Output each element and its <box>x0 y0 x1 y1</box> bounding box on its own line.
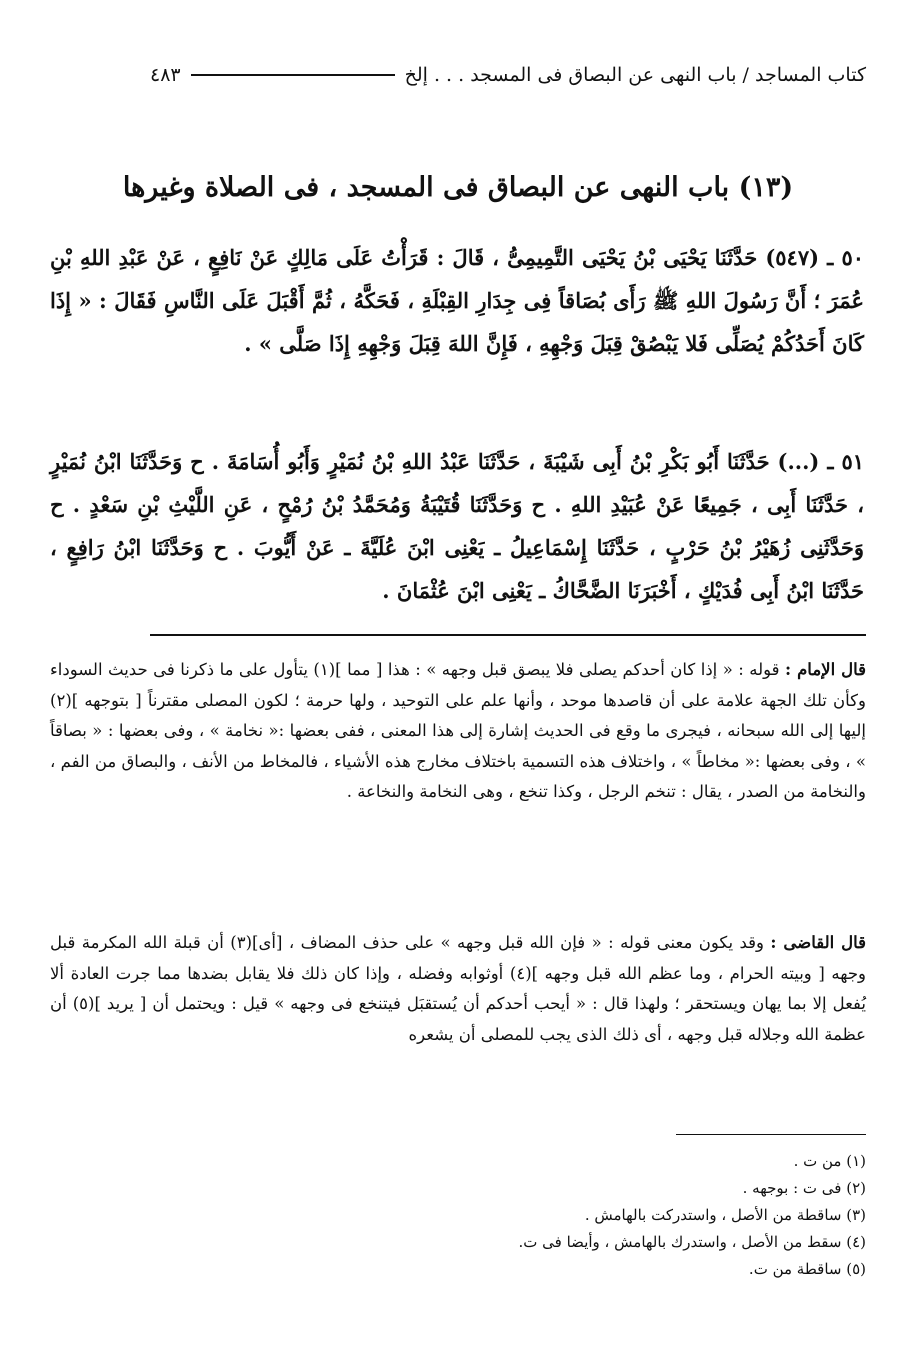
footnote-4: (٤) سقط من الأصل ، واستدرك بالهامش ، وأيضا فى ت. <box>518 1233 866 1251</box>
text-divider <box>150 634 866 636</box>
footnotes <box>400 1148 866 1283</box>
hadith-50: ٥٠ ـ (٥٤٧) حَدَّثَنَا يَحْيَى بْنُ يَحْيَى التَّمِيمِىُّ ، قَالَ : قَرَأْتُ عَلَى مَالِكٍ عَنْ نَافِعٍ ، عَنْ عَبْدِ اللهِ بْنِ عُمَرَ ؛ أَنَّ رَسُولَ اللهِ ﷺ رَأَى بُصَاقاً فِى جِدَارِ القِبْلَةِ ، فَحَكَّهُ ، ثُمَّ أَقْبَلَ عَلَى النَّاسِ فَقَالَ : « إِذَا كَانَ أَحَدُكُمْ يُصَلِّى فَلا يَبْصُقْ قِبَلَ وَجْهِهِ ، فَإِنَّ اللهَ قِبَلَ وَجْهِهِ إِذَا صَلَّى » . <box>50 245 864 356</box>
commentary-qadi <box>50 928 866 1050</box>
page-number: ٤٨٣ <box>150 64 181 86</box>
commentary-imam-lead: قال الإمام : <box>785 660 867 679</box>
commentary-qadi-text: وقد يكون معنى قوله : « فإن الله قبل وجهه » على حذف المضاف ، [أى](٣) أن قبلة الله المكرمة قبل وجهه [ وبيته الحرام ، وما عظم الله قبل وجهه ](٤) أوثوابه وفضله ، وإذا كان ذلك فلا يقابل بضدها مما جرت العادة ألا يُفعل إلا بما يهان ويستحقر ؛ ولهذا قال : « أيحب أحدكم أن يُستقبَل فيتنخع فى وجهه » قيل : ويحتمل أن [ يريد ](٥) أن عظمة الله وجلاله قبل وجهه ، أى ذلك الذى يجب للمصلى أن يشعره <box>50 933 866 1044</box>
commentary-qadi-lead: قال القاضى : <box>770 933 866 952</box>
footnote-5: (٥) ساقطة من ت. <box>748 1260 866 1278</box>
commentary-imam-text: قوله : « إذا كان أحدكم يصلى فلا يبصق قبل وجهه » : هذا [ مما ](١) يتأول على ما ذكرنا فى حديث السوداء وكأن تلك الجهة علامة على أن قاصدها موحد ، وأنها علم على التوحيد ، ولها حرمة ؛ لكون المصلى مقترناً [ بتوجهه ](٢) إليها إلى الله سبحانه ، فيجرى ما وقع فى الحديث إشارة إلى هذا المعنى ، ففى بعضها :« نخامة » ، وفى بعضها : « بصاقاً » ، وفى بعضها :« مخاطاً » ، واختلاف هذه التسمية باختلاف مخارج هذه الأشياء ، فالمخاط من الأنف ، والبصاق من الفم ، والنخامة من الصدر ، يقال : تنخم الرجل ، وكذا تنخع ، وهى النخامة والنخاعة . <box>50 660 866 801</box>
header-rule <box>191 74 395 76</box>
footnote-rule <box>676 1134 866 1135</box>
hadith-51: ٥١ ـ (...) حَدَّثَنَا أَبُو بَكْرِ بْنُ أَبِى شَيْبَةَ ، حَدَّثَنَا عَبْدُ اللهِ بْنُ نُمَيْرٍ وَأَبُو أُسَامَةَ . ح وَحَدَّثَنَا ابْنُ نُمَيْرٍ ، حَدَّثَنَا أَبِى ، جَمِيعًا عَنْ عُبَيْدِ اللهِ . ح وَحَدَّثَنَا قُتَيْبَةُ وَمُحَمَّدُ بْنُ رُمْحٍ ، عَنِ اللَّيْثِ بْنِ سَعْدٍ . ح وَحَدَّثَنِى زُهَيْرُ بْنُ حَرْبٍ ، حَدَّثَنَا إِسْمَاعِيلُ ـ يَعْنِى ابْنَ عُلَيَّةَ ـ عَنْ أَيُّوبَ . ح وَحَدَّثَنَا ابْنُ رَافِعٍ ، حَدَّثَنَا ابْنُ أَبِى فُدَيْكٍ ، أَخْبَرَنَا الضَّحَّاكُ ـ يَعْنِى ابْنَ عُثْمَانَ . <box>50 449 864 603</box>
running-header <box>150 58 866 92</box>
commentary-imam <box>50 655 866 808</box>
running-header-title: كتاب المساجد / باب النهى عن البصاق فى المسجد . . . إلخ <box>404 64 866 86</box>
footnote-1: (١) من ت . <box>793 1152 866 1170</box>
chapter-title: (١٣) باب النهى عن البصاق فى المسجد ، فى الصلاة وغيرها <box>122 172 794 203</box>
footnote-2: (٢) فى ت : بوجهه . <box>742 1179 866 1197</box>
footnote-3: (٣) ساقطة من الأصل ، واستدركت بالهامش . <box>584 1206 866 1224</box>
